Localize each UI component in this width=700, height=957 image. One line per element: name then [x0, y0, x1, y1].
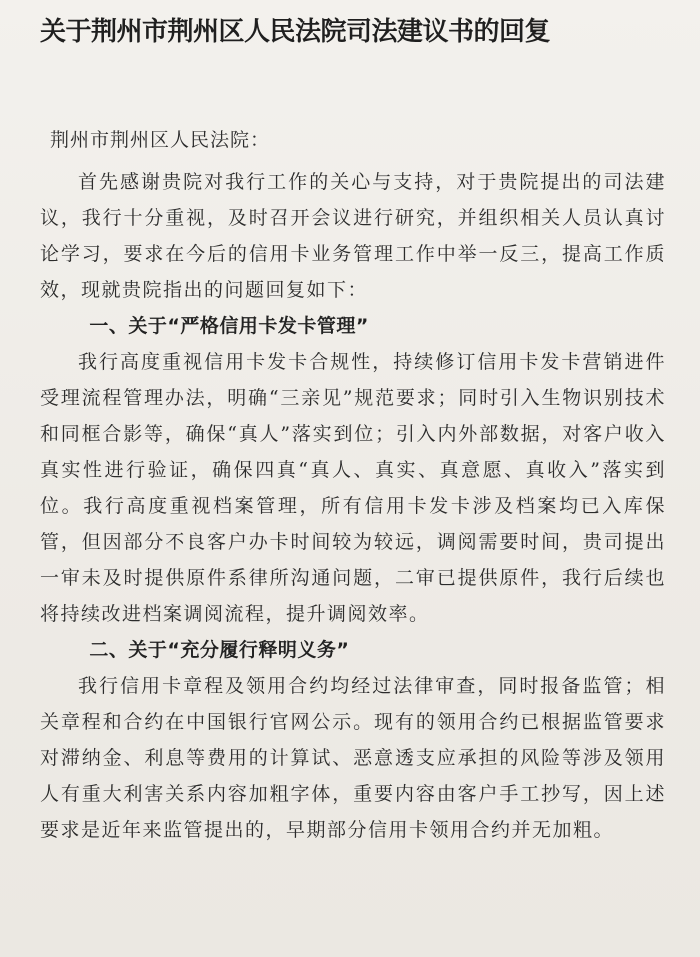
section-body-1: 我行高度重视信用卡发卡合规性，持续修订信用卡发卡营销进件受理流程管理办法，明确“三亲见”规范要求；同时引入生物识别技术和同框合影等，确保“真人”落实到位；引入内外部数据，对客户收入真实性进行验证，确保四真“真人、真实、真意愿、真收入”落实到位。我行高度重视档案管理，所有信用卡发卡涉及档案均已入库保管，但因部分不良客户办卡时间较为较远，调阅需要时间，贵司提出一审未及时提供原件系律所沟通问题，二审已提供原件，我行后续也将持续改进档案调阅流程，提升调阅效率。 — [40, 351, 666, 625]
section-heading-1: 一、关于“严格信用卡发卡管理” — [89, 315, 369, 337]
salutation: 荆州市荆州区人民法院： — [50, 129, 271, 151]
document-title: 关于荆州市荆州区人民法院司法建议书的回复 — [40, 17, 551, 47]
section-body-2: 我行信用卡章程及领用合约均经过法律审查，同时报备监管；相关章程和合约在中国银行官网公示。现有的领用合约已根据监管要求对滞纳金、利息等费用的计算试、恶意透支应承担的风险等涉及领用人有重大利害关系内容加粗字体，重要内容由客户手工抄写，因上述要求是近年来监管提出的，早期部分信用卡领用合约并无加粗。 — [40, 675, 666, 841]
intro-paragraph: 首先感谢贵院对我行工作的关心与支持，对于贵院提出的司法建议，我行十分重视，及时召开会议进行研究，并组织相关人员认真讨论学习，要求在今后的信用卡业务管理工作中举一反三，提高工作质效，现就贵院指出的问题回复如下： — [40, 171, 666, 301]
section-heading-2: 二、关于“充分履行释明义务” — [89, 639, 350, 661]
